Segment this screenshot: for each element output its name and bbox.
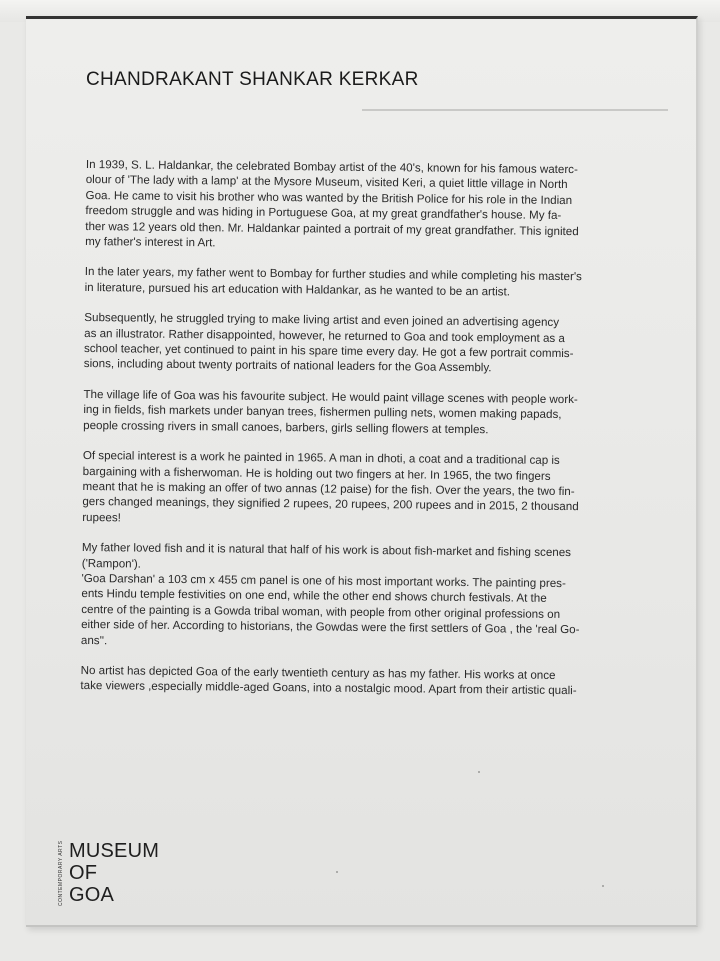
paragraph-5: Of special interest is a work he painted in 1965. A man in dhoti, a coat and a traditional cap is bargaining with a fisherwoman. He is holding out two fingers at her. In 1965, the two fingers meant that he is making an offer of two annas (12 paise) for the fish. Over the years, the two fin- gers changed meanings, they signified 2 rupees, 20 rupees, 200 rupees and in 2015, 2 thousand rupees!	[82, 449, 579, 525]
surface-speck	[602, 885, 604, 887]
panel-title: CHANDRAKANT SHANKAR KERKAR	[86, 69, 419, 90]
surface-speck	[336, 871, 338, 873]
info-panel	[26, 16, 698, 927]
museum-logo	[58, 833, 198, 913]
logo-line-of: OF	[69, 862, 98, 884]
logo-vertical-text: CONTEMPORARY ARTS	[58, 840, 64, 906]
surface-speck	[478, 771, 480, 773]
paragraph-3: Subsequently, he struggled trying to make living artist and even joined an advertising agency as an illustrator. Rather disappointed, however, he returned to Goa and took employment as a school teacher, yet continued to paint in his spare time every day. He got a few portrait commis- sions, including about twenty portraits of national leaders for the Goa Assembly.	[83, 311, 574, 375]
paragraph-4: The village life of Goa was his favourite subject. He would paint village scenes with people work- ing in fields, fish markets under banyan trees, fishermen pulling nets, women making papads, people crossing rivers in small canoes, barbers, girls selling flowers at temples.	[83, 387, 578, 436]
logo-line-goa: GOA	[69, 884, 115, 906]
logo-line-museum: MUSEUM	[69, 840, 160, 862]
panel-body	[80, 157, 642, 715]
paragraph-7: No artist has depicted Goa of the early twentieth century as has my father. His works at once take viewers ,especially middle-aged Goans, into a nostalgic mood. Apart from their artistic quali-	[80, 663, 577, 698]
paragraph-1: In 1939, S. L. Haldankar, the celebrated Bombay artist of the 40's, known for his famous waterc- olour of 'The lady with a lamp' at the Mysore Museum, visited Keri, a quiet little village in North Goa. He came to visit his brother who was wanted by the British Police for his role in the Indian freedom struggle and was hiding in Portuguese Goa, at my great grandfather's house. My fa- ther was 12 years old then. Mr. Haldankar painted a portrait of my great grandfather. This ignited my father's interest in Art.	[85, 157, 579, 250]
paragraph-6: My father loved fish and it is natural that half of his work is about fish-market and fishing scenes ('Rampon'). 'Goa Darshan' a 103 cm x 455 cm panel is one of his most important works. The painting pres- ents Hindu temple festivities on one end, while the other end shows church festivals. At the centre of the painting is a Gowda tribal woman, with people from other original professions on either side of her. According to historians, the Gowdas were the first settlers of Goa , the 'real Go- ans''.	[80, 541, 580, 647]
title-divider	[362, 109, 668, 111]
paragraph-2: In the later years, my father went to Bombay for further studies and while completing his master's in literature, pursued his art education with Haldankar, as he wanted to be an artist.	[84, 265, 582, 299]
